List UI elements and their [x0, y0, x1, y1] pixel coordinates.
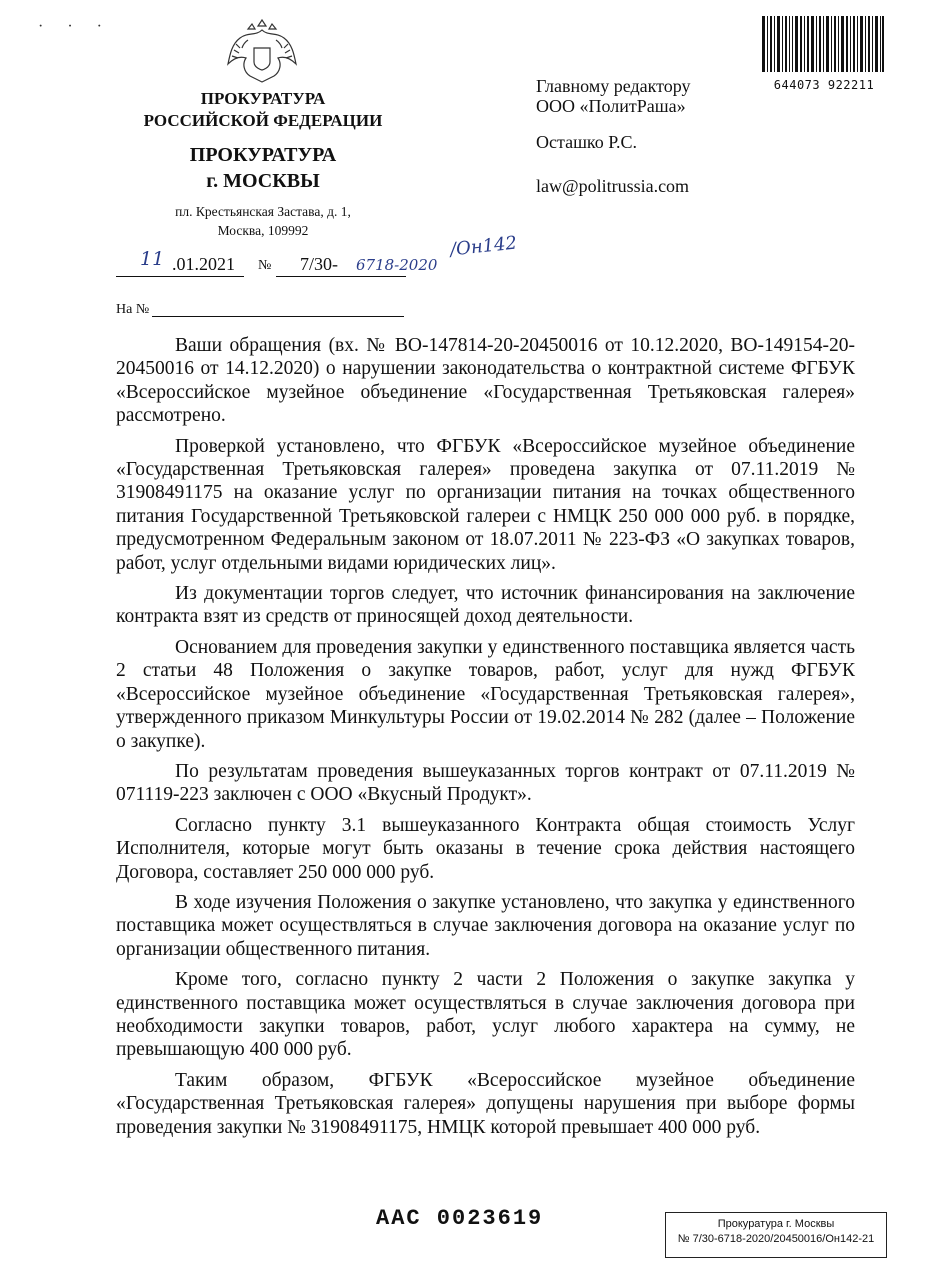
form-serial-number: ААС 0023619 — [376, 1206, 544, 1231]
stamp-line-1: Прокуратура г. Москвы — [717, 1218, 835, 1230]
date-underline — [116, 276, 244, 277]
date-number-line — [116, 232, 536, 278]
date-printed: .01.2021 — [172, 254, 235, 274]
org-line-1: ПРОКУРАТУРА — [200, 89, 326, 108]
recipient-line-1: Главному редактору — [536, 76, 691, 96]
address-line-1: пл. Крестьянская Застава, д. 1, — [175, 204, 351, 219]
org-line-4: г. МОСКВЫ — [206, 170, 320, 192]
paragraph-5: По результатам проведения вышеуказанных торгов контракт от 07.11.2019 № 071119-223 заключен с ООО «Вкусный Продукт». — [116, 760, 855, 806]
registration-stamp — [665, 1212, 887, 1258]
org-line-3: ПРОКУРАТУРА — [189, 144, 337, 166]
paragraph-9: Таким образом, ФГБУК «Всероссийское музейное объединение «Государственная Третьяковская галерея» допущены нарушения при выборе формы проведения закупки № 31908491175, НМЦК которой превышает 400 000 руб. — [116, 1069, 855, 1138]
barcode-number: 644073 922211 — [773, 78, 875, 92]
recipient-email: law@politrussia.com — [536, 176, 690, 196]
number-handwritten: 6718-2020 — [356, 256, 438, 274]
coat-of-arms-emblem — [222, 14, 302, 86]
paragraph-3: Из документации торгов следует, что источник финансирования на заключение контракта взят из средств от приносящей доход деятельности. — [116, 583, 855, 628]
paragraph-1: Ваши обращения (вх. № ВО-147814-20-20450016 от 10.12.2020, ВО-149154-20-20450016 от 14.12.2020) о нарушении законодательства о контрактной системе ФГБУК «Всероссийское музейное объединение «Государственная Третьяковская галерея» рассмотрено. — [116, 335, 855, 427]
stamp-line-2: № 7/30-6718-2020/20450016/Он142-21 — [677, 1233, 875, 1245]
number-label: № — [258, 258, 272, 273]
reference-underline — [152, 316, 404, 317]
paragraph-2: Проверкой установлено, что ФГБУК «Всероссийское музейное объединение «Государственная Третьяковская галерея» проведена закупка от 07.11.2019 № 31908491175 на оказание услуг по организации питания на точках общественного питания Государственной Третьяковской галереи с НМЦК 250 000 000 руб. в порядке, предусмотренном Федеральным законом от 18.07.2011 № 223-ФЗ «О закупках товаров, работ, услуг отдельными видами юридических лиц». — [116, 435, 855, 574]
barcode — [762, 16, 884, 72]
paragraph-7: В ходе изучения Положения о закупке установлено, что закупка у единственного поставщика может осуществляться в случае заключения договора на оказание услуг по организации общественного питания. — [116, 891, 855, 960]
org-line-2: РОССИЙСКОЙ ФЕДЕРАЦИИ — [143, 111, 383, 130]
paragraph-6: Согласно пункту 3.1 вышеуказанного Контракта общая стоимость Услуг Исполнителя, которые могут быть оказаны в течение срока действия настоящего Договора, составляет 250 000 000 руб. — [116, 814, 855, 883]
org-address — [120, 202, 406, 240]
recipient-block — [536, 76, 691, 196]
recipient-name: Осташко Р.С. — [536, 132, 638, 152]
org-name-federal — [100, 88, 426, 132]
recipient-line-2: ООО «ПолитРаша» — [536, 96, 686, 116]
number-printed: 7/30- — [300, 254, 338, 274]
number-suffix-handwritten: /Он142 — [449, 232, 518, 261]
letter-body — [116, 334, 855, 1146]
address-line-2: Москва, 109992 — [217, 223, 309, 238]
org-name-moscow — [100, 142, 426, 194]
number-underline — [276, 276, 406, 277]
reference-line — [116, 302, 149, 318]
reference-label: На № — [116, 302, 150, 317]
paragraph-8: Кроме того, согласно пункту 2 части 2 Положения о закупке закупка у единственного поставщика может осуществляться в случае заключения договора при необходимости закупки товаров, работ, услуг любого характера на сумму, не превышающую 400 000 руб. — [116, 969, 855, 1061]
scan-marks: · · · — [38, 18, 112, 35]
date-day-handwritten: 11 — [140, 248, 165, 270]
paragraph-4: Основанием для проведения закупки у единственного поставщика является часть 2 статьи 48 Положения о закупке товаров, работ, услуг для нужд ФГБУК «Всероссийское музейное объединение «Государственная Третьяковская галерея», утвержденного приказом Минкультуры России от 19.02.2014 № 282 (далее – Положение о закупке). — [116, 636, 855, 752]
